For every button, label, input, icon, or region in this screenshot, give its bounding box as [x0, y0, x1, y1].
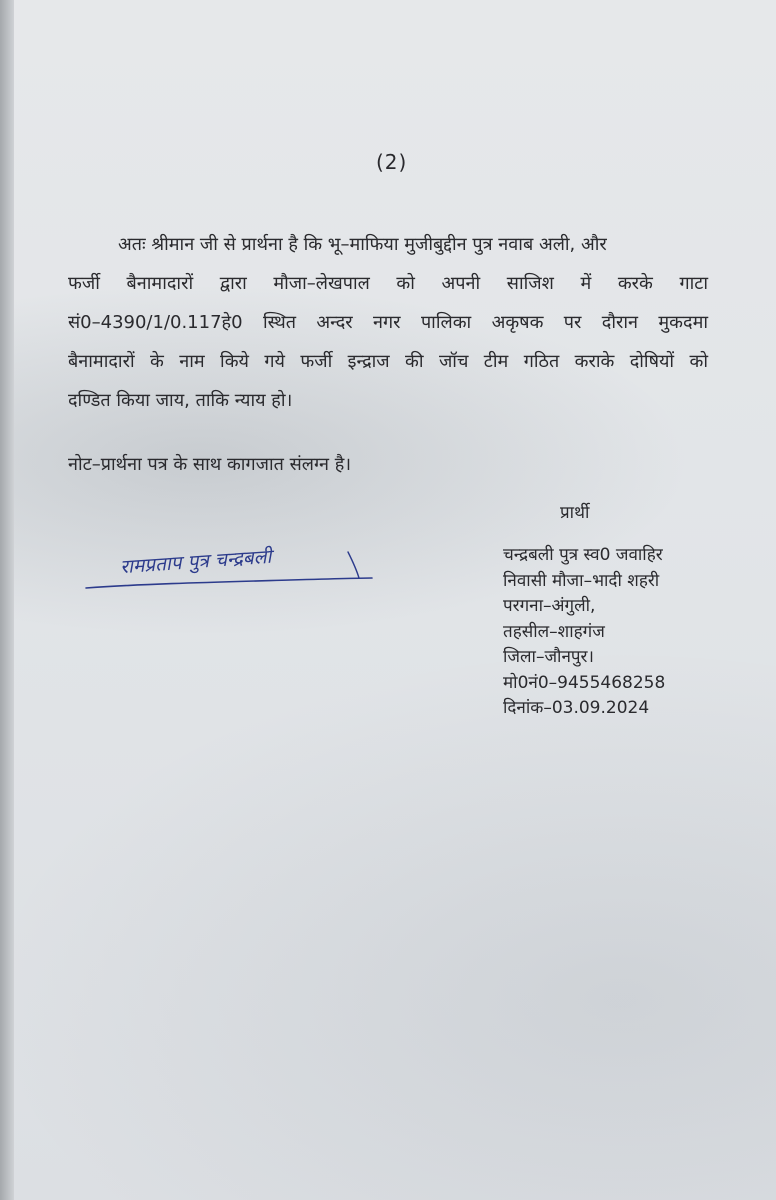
page-edge-shadow	[0, 0, 14, 1200]
body-line: फर्जी बैनामादारों द्वारा मौजा–लेखपाल को अपनी साजिश में करके गाटा	[68, 273, 708, 294]
address-line: तहसील–शाहगंज	[503, 621, 605, 642]
page-number: (2)	[376, 150, 408, 174]
signature-text: रामप्रताप पुत्र चन्द्रबली	[119, 545, 273, 579]
petition-body	[68, 225, 708, 420]
handwritten-signature	[80, 538, 400, 608]
body-line: बैनामादारों के नाम किये गये फर्जी इन्द्राज की जॉच टीम गठित कराके दोषियों को	[68, 351, 708, 372]
enclosure-note: नोट–प्रार्थना पत्र के साथ कागजात संलग्न है।	[68, 454, 352, 475]
address-line: जिला–जौनपुर।	[503, 647, 594, 667]
body-line: दण्डित किया जाय, ताकि न्याय हो।	[68, 390, 293, 411]
body-line: अतः श्रीमान जी से प्रार्थना है कि भू–माफिया मुजीबुद्दीन पुत्र नवाब अली, और	[118, 234, 607, 255]
address-line: परगना–अंगुली,	[503, 596, 596, 616]
date: दिनांक–03.09.2024	[503, 698, 650, 718]
applicant-address	[503, 543, 665, 722]
address-line: चन्द्रबली पुत्र स्व0 जवाहिर	[503, 545, 663, 565]
mobile-number: मो0नं0–9455468258	[503, 672, 666, 693]
signature-underline	[80, 538, 400, 608]
body-line: सं0–4390/1/0.117हे0 स्थित अन्दर नगर पालिका अकृषक पर दौरान मुकदमा	[68, 312, 708, 333]
applicant-label: प्रार्थी	[560, 503, 590, 523]
address-line: निवासी मौजा–भादी शहरी	[503, 570, 660, 591]
